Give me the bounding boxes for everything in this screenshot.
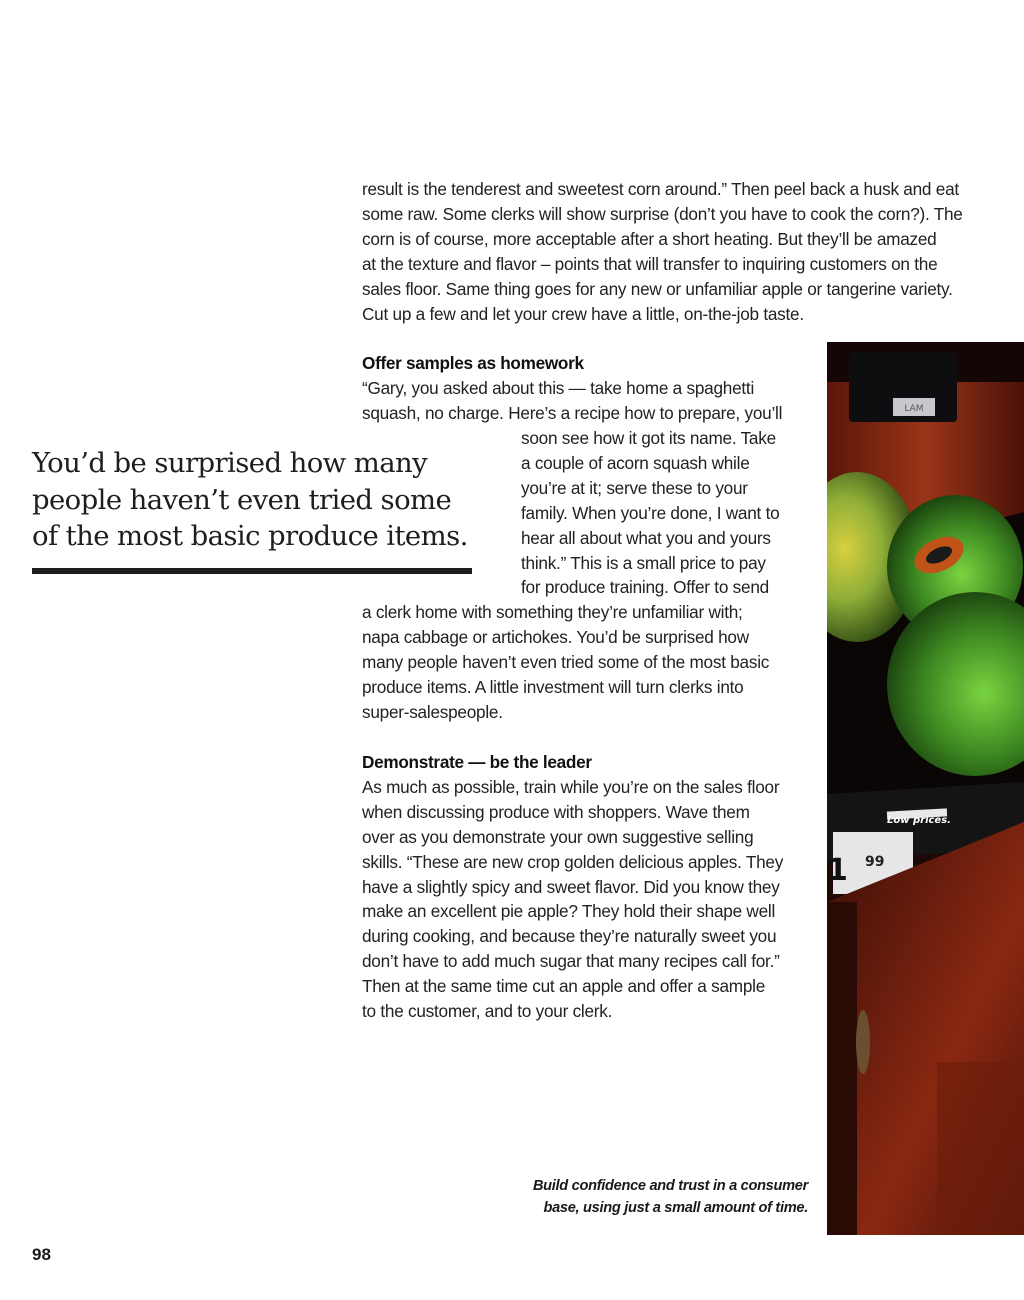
price-cents: 99 bbox=[865, 854, 885, 870]
section-homework-continued bbox=[362, 600, 769, 725]
text-line: squash, no charge. Here’s a recipe how to prepare, you’ll bbox=[362, 402, 783, 423]
sign-tag-text: LAM bbox=[904, 404, 924, 414]
pull-quote-line: of the most basic produce items. bbox=[32, 520, 468, 552]
text-line: many people haven’t even tried some of the most basic bbox=[362, 651, 770, 672]
text-line: some raw. Some clerks will show surprise (don’t you have to cook the corn?). The bbox=[362, 203, 963, 224]
pull-quote-line: You’d be surprised how many bbox=[32, 447, 428, 479]
text-line: super-salespeople. bbox=[362, 701, 503, 722]
produce-photo bbox=[827, 342, 1024, 1235]
text-line: napa cabbage or artichokes. You’d be surprised how bbox=[362, 626, 749, 647]
text-line: hear all about what you and yours bbox=[521, 527, 771, 548]
section-homework-wrapped bbox=[521, 426, 779, 600]
section-homework bbox=[362, 351, 782, 426]
text-line: Cut up a few and let your crew have a little, on-the-job taste. bbox=[362, 303, 804, 324]
price-strip-text: Low prices. bbox=[887, 815, 951, 826]
text-line: result is the tenderest and sweetest corn around.” Then peel back a husk and eat bbox=[362, 179, 959, 199]
text-line: think.” This is a small price to pay bbox=[521, 552, 766, 573]
text-line: family. When you’re done, I want to bbox=[521, 502, 780, 523]
text-line: to the customer, and to your clerk. bbox=[362, 1001, 613, 1022]
text-line: during cooking, and because they’re naturally sweet you bbox=[362, 926, 777, 947]
section-heading: Demonstrate — be the leader bbox=[362, 752, 592, 772]
text-line: As much as possible, train while you’re on the sales floor bbox=[362, 776, 780, 797]
text-line: produce items. A little investment will turn clerks into bbox=[362, 676, 744, 697]
pull-quote bbox=[32, 445, 468, 555]
intro-paragraph bbox=[362, 177, 963, 326]
text-line: when discussing produce with shoppers. Wave them bbox=[362, 801, 750, 822]
text-line: a clerk home with something they’re unfamiliar with; bbox=[362, 602, 743, 622]
text-line: sales floor. Same thing goes for any new or unfamiliar apple or tangerine variety. bbox=[362, 278, 953, 299]
pull-quote-rule bbox=[32, 568, 472, 574]
text-line: corn is of course, more acceptable after a short heating. But they’ll be amazed bbox=[362, 228, 937, 249]
text-line: over as you demonstrate your own suggestive selling bbox=[362, 826, 754, 847]
text-line: at the texture and flavor – points that will transfer to inquiring customers on the bbox=[362, 253, 938, 274]
text-line: “Gary, you asked about this — take home a spaghetti bbox=[362, 377, 755, 398]
caption-line: Build confidence and trust in a consumer bbox=[532, 1178, 808, 1194]
text-line: soon see how it got its name. Take bbox=[521, 428, 776, 448]
text-line: for produce training. Offer to send bbox=[521, 577, 769, 598]
produce-photo-art bbox=[827, 342, 1024, 1235]
price-digit: 1 bbox=[827, 853, 848, 888]
section-heading: Offer samples as homework bbox=[362, 353, 584, 373]
photo-caption bbox=[533, 1176, 808, 1219]
text-line: have a slightly spicy and sweet flavor. Did you know they bbox=[362, 876, 780, 897]
text-line: a couple of acorn squash while bbox=[521, 452, 750, 473]
text-line: make an excellent pie apple? They hold their shape well bbox=[362, 901, 776, 922]
page-number: 98 bbox=[32, 1245, 51, 1264]
text-line: don’t have to add much sugar that many recipes call for.” bbox=[362, 951, 780, 972]
pull-quote-line: people haven’t even tried some bbox=[32, 483, 452, 516]
text-line: you’re at it; serve these to your bbox=[521, 477, 748, 498]
text-line: Then at the same time cut an apple and offer a sample bbox=[362, 976, 766, 997]
caption-line: base, using just a small amount of time. bbox=[543, 1199, 808, 1216]
section-demonstrate bbox=[362, 750, 783, 1024]
text-line: skills. “These are new crop golden delicious apples. They bbox=[362, 851, 784, 872]
